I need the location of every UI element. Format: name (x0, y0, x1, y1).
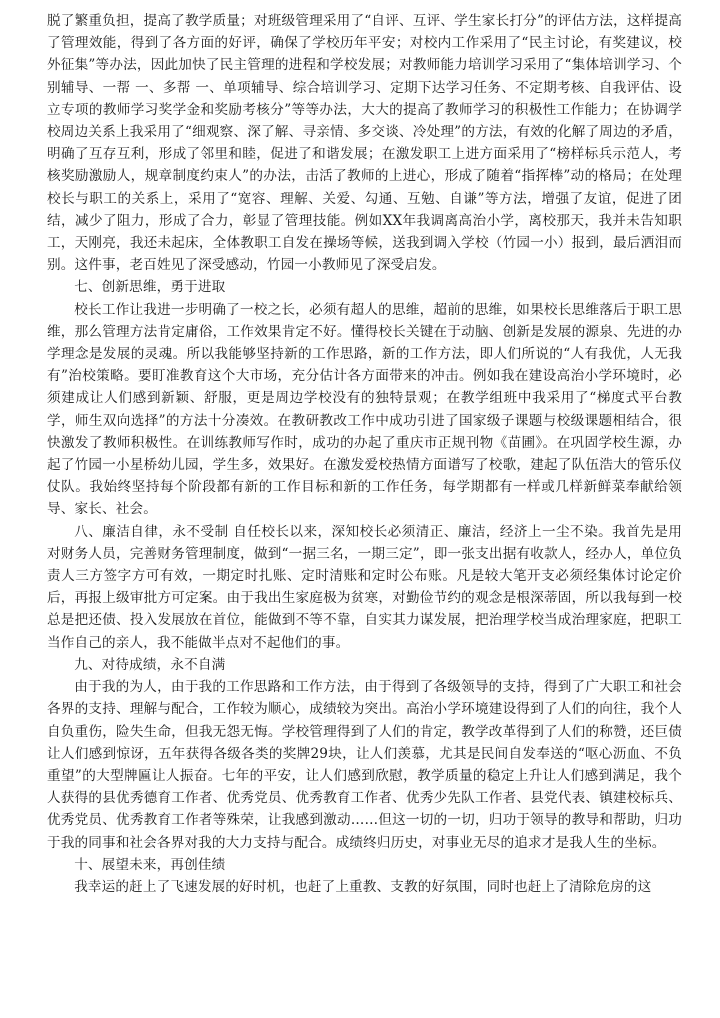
section-heading-7: 七、创新思维，勇于进取 (74, 279, 226, 296)
paragraph-continuation: 脱了繁重负担，提高了教学质量；对班级管理采用了“自评、互评、学生家长打分”的评估方法，这样提高了管理效能，得到了各方面的好评，确保了学校历年平安；对校内工作采用了“民主讨论，有奖建议，校外征集”等办法，因此加快了民主管理的进程和学校发展；对教师能力培训学习采用了“集体培训学习、个别辅导、一帮 一、多帮 一、单项辅导、综合培训学习、定期下达学习任务、不定期考核、自我评估、设立专项的教师学习奖学金和奖励考核分”等等办法，大大的提高了教师学习的积极性工作能力；在协调学校周边关系上我采用了“细观察、深了解、寻亲情、多交谈、冷处理”的方法，有效的化解了周边的矛盾，明确了互存互利，形成了邻里和睦，促进了和谐发展；在激发职工上进方面采用了“榜样标兵示范人，考核奖励激励人，规章制度约束人”的办法，击活了教师的上进心，形成了随着“指挥棒”动的格局；在处理校长与职工的关系上，采用了“宽容、理解、关爱、勾通、互勉、自谦”等方法，增强了友谊，促进了团结，减少了阻力，形成了合力，彰显了管理技能。例如XX年我调离高治小学，离校那天，我并未告知职工，天刚亮，我还未起床，全体教职工自发在操场等候，送我到调入学校（竹园一小）报到，最后洒泪而别。这件事，老百姓见了深受感动，竹园一小教师见了深受启发。 (47, 13, 682, 274)
paragraph-section-10: 我幸运的赶上了飞速发展的好时机，也赶了上重教、支教的好氛围，同时也赶上了清除危房的这 (74, 878, 652, 895)
paragraph-section-8: 八、廉洁自律，永不受制 自任校长以来，深知校长必须清正、廉洁，经济上一尘不染。我首先是用对财务人员，完善财务管理制度，做到“一据三名，一期三定”，即一张支出据有收款人，经办人，单位负责人三方签字方可有效，一期定时扎账、定时清账和定时公布账。凡是较大笔开支必须经集体讨论定价后，再报上级审批方可定案。由于我出生家庭极为贫寒，对勤俭节约的观念是根深蒂固，所以我每到一校总是把还债、投入发展放在首位，能做到不等不靠，自实其力谋发展，把治理学校当成治理家庭，把职工当作自己的亲人，我不能做半点对不起他们的事。 (47, 523, 682, 651)
paragraph-section-7: 校长工作让我进一步明确了一校之长，必须有超人的思维，超前的思维，如果校长思维落后于职工思维，那么管理方法肯定庸俗，工作效果肯定不好。懂得校长关键在于动脑、创新是发展的源泉、先进的办学理念是发展的灵魂。所以我能够坚持新的工作思路，新的工作方法，即人们所说的“人有我优，人无我有”治校策略。要盯准教育这个大市场，充分估计各方面带来的冲击。例如我在建设高治小学环境时，必须建成让人们感到新颖、舒服，更是周边学校没有的独特景观；在教学组班中我采用了“梯度式平台教学，师生双向选择”的方法十分凑效。在教研教改工作中成功引进了国家级子课题与校级课题相结合，很快激发了教师积极性。在训练教师写作时，成功的办起了重庆市正规刊物《苗圃》。在巩固学校生源，办起了竹园一小星桥幼儿园，学生多，效果好。在激发爱校热情方面谱写了校歌，建起了队伍浩大的管乐仪仗队。我始终坚持每个阶段都有新的工作目标和新的工作任务，每学期都有一样或几样新鲜菜奉献给领导、家长、社会。 (47, 301, 682, 518)
paragraph-section-9: 由于我的为人，由于我的工作思路和工作方法，由于得到了各级领导的支持，得到了广大职工和社会各界的支持、理解与配合，工作较为顺心，成绩较为突出。高治小学环境建设得到了人们的向往，我个人自负重伤，险失生命，但我无怨无悔。学校管理得到了人们的肯定，教学改革得到了人们的称赞，还巨债让人们感到惊讶，五年获得各级各类的奖牌29块，让人们羡慕，尤其是民间自发奉送的“呕心沥血、不负重望”的大型牌匾让人振奋。七年的平安，让人们感到欣慰，教学质量的稳定上升让人们感到满足，我个人获得的县优秀德育工作者、优秀党员、优秀教育工作者、优秀少先队工作者、县党代表、镇建校标兵、优秀党员、优秀教育工作者等殊荣，让我感到激动……但这一切的一切，归功于领导的教导和帮助，归功于我的同事和社会各界对我的大力支持与配合。成绩终归历史，对事业无尽的追求才是我人生的坐标。 (47, 679, 682, 851)
section-heading-9: 九、对待成绩，永不自满 (74, 656, 226, 673)
section-heading-10: 十、展望未来，再创佳绩 (74, 856, 226, 873)
